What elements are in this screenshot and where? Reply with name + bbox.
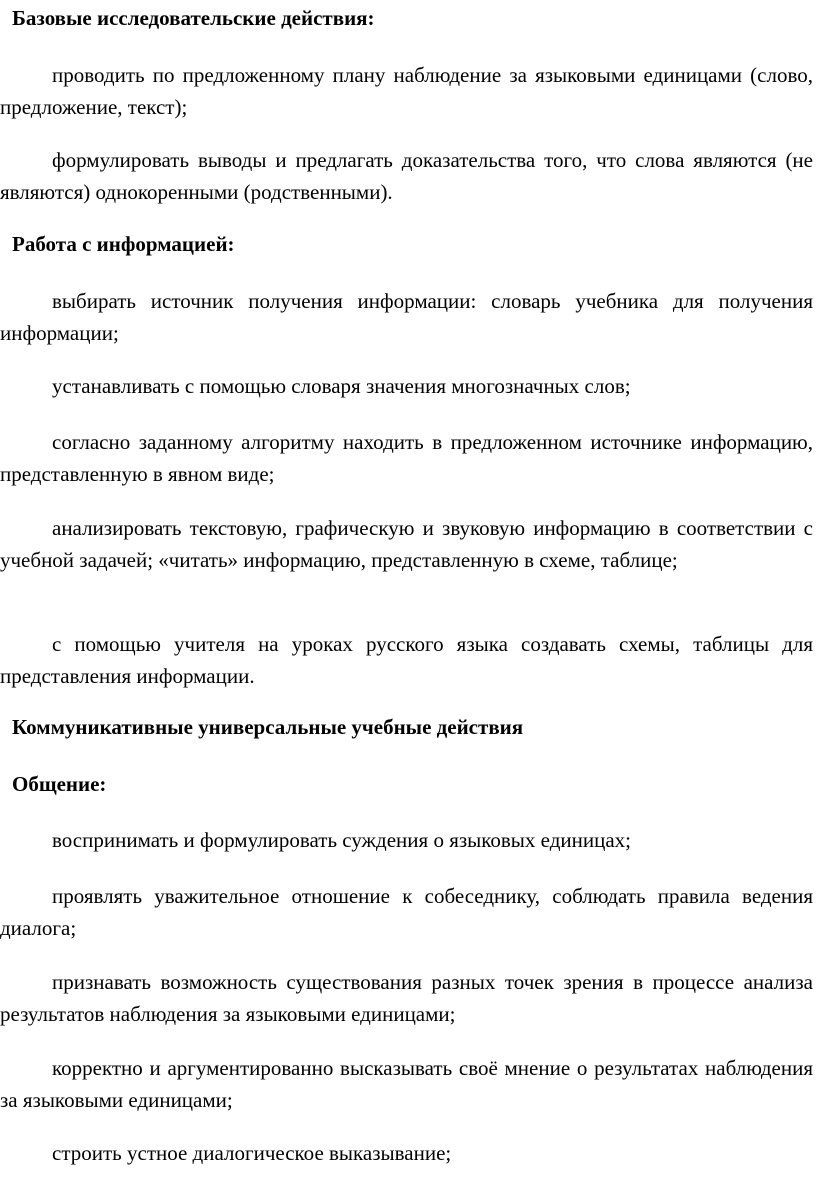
heading-communication: Общение:: [12, 772, 107, 796]
paragraph-analyze-info: анализировать текстовую, графическую и звуковую информацию в соответствии с учебной задачей; «читать» информацию, представленную в схеме, таблице;: [0, 516, 813, 572]
paragraph-info-source: выбирать источник получения информации: словарь учебника для получения информации;: [0, 289, 813, 345]
paragraph-dialogic-statement: строить устное диалогическое выказывание;: [52, 1141, 452, 1165]
heading-information-work: Работа с информацией:: [12, 232, 235, 256]
paragraph-express-opinion: корректно и аргументированно высказывать своё мнение о результатах наблюдения за языковыми единицами;: [0, 1056, 813, 1112]
paragraph-dictionary: устанавливать с помощью словаря значения многозначных слов;: [52, 374, 631, 398]
paragraph-respect-interlocutor: проявлять уважительное отношение к собеседнику, соблюдать правила ведения диалога;: [0, 884, 813, 940]
paragraph-points-of-view: признавать возможность существования разных точек зрения в процессе анализа результатов наблюдения за языковыми единицами;: [0, 970, 813, 1026]
paragraph-conclusions: формулировать выводы и предлагать доказательства того, что слова являются (не являются) однокоренными (родственными).: [0, 148, 813, 204]
paragraph-observation-plan: проводить по предложенному плану наблюдение за языковыми единицами (слово, предложение, текст);: [0, 63, 813, 119]
paragraph-algorithm: согласно заданному алгоритму находить в предложенном источнике информацию, представленную в явном виде;: [0, 430, 813, 486]
heading-communicative-actions: Коммуникативные универсальные учебные действия: [12, 715, 524, 739]
paragraph-create-schemes: с помощью учителя на уроках русского языка создавать схемы, таблицы для представления информации.: [0, 632, 813, 688]
heading-research-actions: Базовые исследовательские действия:: [12, 6, 375, 30]
paragraph-perceive-judgments: воспринимать и формулировать суждения о языковых единицах;: [52, 828, 632, 852]
